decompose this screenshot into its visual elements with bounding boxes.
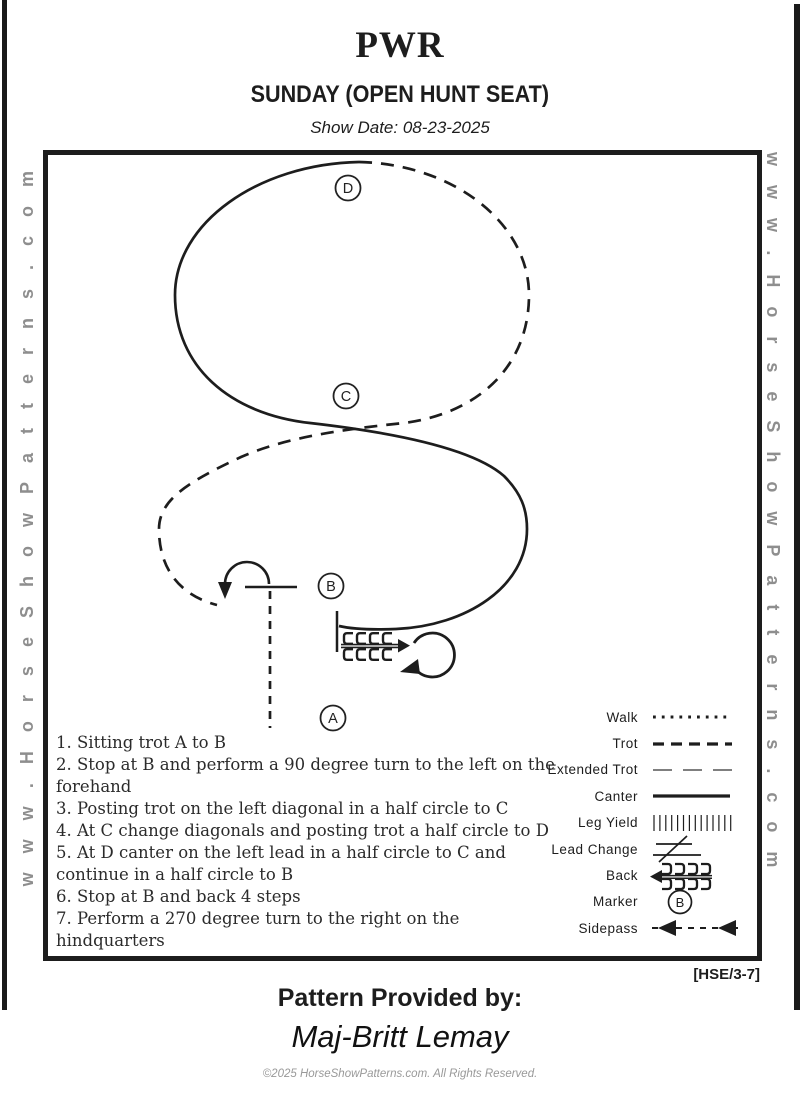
legend-row — [498, 915, 740, 941]
page-title: PWR — [355, 25, 445, 66]
show-date: Show Date: 08-23-2025 — [310, 118, 490, 137]
svg-text:B: B — [675, 894, 685, 910]
provided-by-label: Pattern Provided by: — [277, 984, 523, 1012]
walk-legend-icon — [650, 703, 740, 731]
legend-row — [498, 783, 740, 809]
class-subtitle — [0, 81, 800, 109]
watermark-right: www.HorseShowPatterns.com — [763, 152, 783, 887]
legend — [498, 704, 740, 942]
marker-legend-icon — [650, 888, 740, 916]
pattern-box — [43, 150, 762, 961]
legend-label: Lead Change — [551, 841, 638, 857]
instruction-item: 7. Perform a 270 degree turn to the right on the hindquarters — [56, 909, 460, 950]
class-subtitle-text: SUNDAY (OPEN HUNT SEAT) — [250, 81, 550, 108]
right-turn-arc — [414, 633, 454, 677]
right-turn-arrowhead — [400, 659, 420, 674]
legend-label: Trot — [612, 736, 638, 752]
marker-a — [321, 706, 346, 731]
instructions-list — [56, 732, 559, 952]
legend-label: Walk — [606, 709, 638, 725]
back-arrowhead — [398, 639, 410, 653]
leg-yield-legend-icon — [650, 809, 740, 837]
marker-c — [334, 384, 359, 409]
legend-row — [498, 704, 740, 730]
svg-text:B: B — [326, 579, 336, 595]
sidepass-legend-icon — [650, 914, 740, 942]
legend-row — [498, 889, 740, 915]
instruction-item: 1. Sitting trot A to B — [56, 733, 226, 752]
back-arrow-shaft — [341, 645, 400, 648]
page-edge-bar-left — [2, 0, 7, 1010]
canter-legend-icon — [650, 782, 740, 810]
legend-row — [498, 730, 740, 756]
legend-row — [498, 810, 740, 836]
legend-row — [498, 836, 740, 862]
watermark-left: www.HorseShowPatterns.com — [17, 152, 37, 887]
marker-d — [336, 176, 361, 201]
back-symbol — [344, 633, 392, 660]
instruction-item: 6. Stop at B and back 4 steps — [56, 887, 301, 906]
instruction-item: 5. At D canter on the left lead in a half circle to C and continue in a half circle to B — [56, 843, 506, 884]
legend-label: Marker — [592, 894, 638, 910]
page-edge-bar-right — [794, 4, 800, 1010]
pattern-code: [HSE/3-7] — [693, 966, 760, 983]
lead-change-legend-icon — [650, 835, 740, 863]
left-turn-arc — [225, 562, 269, 584]
left-turn-arrowhead — [218, 582, 232, 599]
instruction-item: 2. Stop at B and perform a 90 degree turn to the left on the forehand — [56, 755, 555, 796]
legend-label: Sidepass — [578, 920, 638, 936]
legend-label: Canter — [594, 788, 638, 804]
copyright-line: ©2025 HorseShowPatterns.com. All Rights Reserved. — [262, 1068, 538, 1080]
svg-text:A: A — [328, 711, 338, 727]
provider-name: Maj-Britt Lemay — [291, 1019, 509, 1054]
instruction-item: 3. Posting trot on the left diagonal in a half circle to C — [56, 799, 509, 818]
marker-b — [319, 574, 344, 599]
legend-row — [498, 757, 740, 783]
legend-row — [498, 862, 740, 888]
back-legend-icon — [650, 862, 740, 890]
svg-text:C: C — [340, 389, 352, 405]
trot-legend-icon — [650, 730, 740, 758]
legend-label: Leg Yield — [577, 815, 638, 831]
instruction-item: 4. At C change diagonals and posting trot a half circle to D — [56, 821, 549, 840]
legend-label: Back — [605, 868, 638, 884]
svg-text:D: D — [342, 181, 354, 197]
legend-label: Extended Trot — [547, 762, 638, 778]
extended-trot-legend-icon — [650, 756, 740, 784]
